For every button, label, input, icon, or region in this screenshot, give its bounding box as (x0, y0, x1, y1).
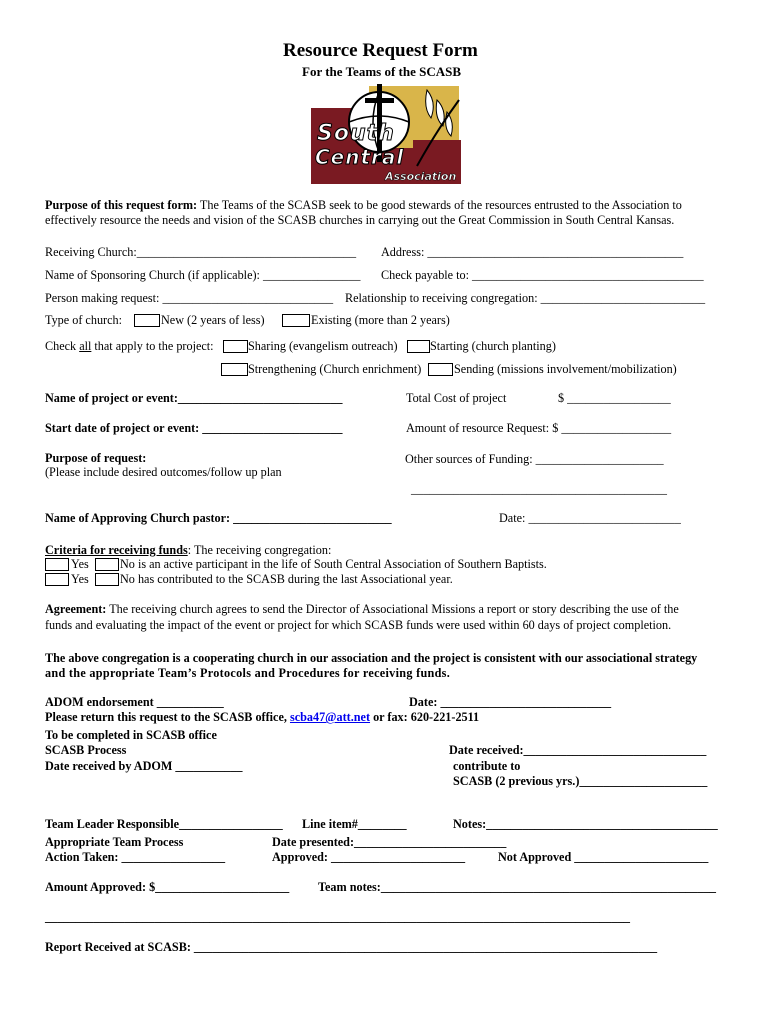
email-link[interactable]: scba47@att.net (289, 710, 371, 724)
purpose-request-label: Purpose of request: (45, 451, 147, 465)
scasb-previous-field[interactable]: SCASB (2 previous yrs.)_____________________ (453, 774, 708, 788)
church-type-label: Type of church: (45, 313, 122, 327)
strengthening-label: Strengthening (Church enrichment) (248, 362, 422, 376)
purpose-label: Purpose of this request form: (45, 198, 198, 212)
receiving-church-field[interactable]: Receiving Church:____________________________________ (45, 245, 357, 259)
page-subtitle: For the Teams of the SCASB (302, 64, 462, 79)
address-field[interactable]: Address: __________________________________________ (381, 245, 684, 259)
purpose-line-1 (45, 198, 682, 213)
church-type-existing-label: Existing (more than 2 years) (311, 313, 450, 327)
criteria1-yes-checkbox[interactable] (45, 558, 69, 571)
purpose-request-note: (Please include desired outcomes/follow up plan (45, 465, 282, 479)
relationship-field[interactable]: Relationship to receiving congregation: ___________________________ (345, 291, 706, 305)
sending-checkbox[interactable] (428, 363, 453, 376)
action-taken-field[interactable]: Action Taken: _________________ (45, 850, 226, 864)
amount-approved-field[interactable]: Amount Approved: $______________________ (45, 880, 290, 894)
total-cost-label: Total Cost of project (406, 391, 507, 405)
criteria2-yes-checkbox[interactable] (45, 573, 69, 586)
adom-date-field[interactable]: Date: ____________________________ (409, 695, 612, 709)
line-item-field[interactable]: Line item#________ (302, 817, 407, 831)
not-approved-field[interactable]: Not Approved ______________________ (498, 850, 709, 864)
logo-text-association: Association (385, 170, 457, 183)
adom-endorsement-field[interactable]: ADOM endorsement ___________ (45, 695, 224, 709)
approved-field[interactable]: Approved: ______________________ (272, 850, 466, 864)
starting-checkbox[interactable] (407, 340, 430, 353)
church-type-new-label: New (2 years of less) (161, 313, 265, 327)
project-name-field[interactable]: Name of project or event:___________________________ (45, 391, 343, 405)
return-instructions (45, 710, 479, 725)
project-type-label-all: all (79, 339, 92, 353)
start-date-field[interactable]: Start date of project or event: _______________________ (45, 421, 343, 435)
other-sources-field[interactable]: Other sources of Funding: _____________________ (405, 452, 664, 466)
sharing-checkbox[interactable] (223, 340, 248, 353)
return-post: or fax: 620-221-2511 (370, 710, 480, 724)
criteria1-no-checkbox[interactable] (95, 558, 119, 571)
team-process-label: Appropriate Team Process (45, 835, 184, 849)
date-received-field[interactable]: Date received:______________________________ (449, 743, 707, 757)
sending-label: Sending (missions involvement/mobilization) (454, 362, 677, 376)
approving-date-field[interactable]: Date: _________________________ (499, 511, 681, 525)
office-use-heading: To be completed in SCASB office (45, 728, 217, 742)
project-type-label-pre: Check (45, 339, 80, 353)
criteria-text: : The receiving congregation: (187, 543, 332, 557)
team-notes-field[interactable]: Team notes:_______________________________________________________ (318, 880, 717, 894)
other-sources-line[interactable]: __________________________________________ (411, 482, 667, 496)
statement-line-1: The above congregation is a cooperating church in our association and the project is consistent with our associational strategy (45, 651, 698, 665)
logo-text-south: South (317, 121, 395, 146)
purpose-text-1: The Teams of the SCASB seek to be good stewards of the resources entrusted to the Association to (197, 198, 682, 212)
scasb-process-label: SCASB Process (45, 743, 127, 757)
report-received-field[interactable]: Report Received at SCASB: ____________________________________________________________________________ (45, 940, 658, 954)
sponsoring-church-field[interactable]: Name of Sponsoring Church (if applicable): ________________ (45, 268, 361, 282)
notes-full-line[interactable]: ________________________________________________________________________________________________ (45, 910, 630, 924)
project-type-label-post: that apply to the project: (91, 339, 214, 353)
agreement-line-2: funds and evaluating the impact of the event or project for which SCASB funds were used within 60 days of project completion. (45, 618, 672, 632)
project-type-label (45, 339, 214, 354)
purpose-line-2: effectively resource the needs and vision of the SCASB churches in carrying out the Great Commission in South Central Kansas. (45, 213, 675, 227)
scasb-logo (309, 80, 465, 186)
sharing-label: Sharing (evangelism outreach) (248, 339, 398, 353)
total-cost-field[interactable]: $ _________________ (558, 391, 671, 405)
page-title: Resource Request Form (283, 40, 478, 61)
criteria-heading (45, 543, 331, 558)
contribute-to-label: contribute to (453, 759, 521, 773)
notes-field[interactable]: Notes:______________________________________ (453, 817, 718, 831)
approving-pastor-field[interactable]: Name of Approving Church pastor: __________________________ (45, 511, 392, 525)
criteria1-no-label: No is an active participant in the life of South Central Association of Southern Baptists. (120, 557, 547, 571)
return-pre: Please return this request to the SCASB office, (45, 710, 290, 724)
agreement-text-1: The receiving church agrees to send the Director of Associational Missions a report or story describing the use of the (106, 602, 679, 616)
criteria1-yes-label: Yes (71, 557, 89, 571)
statement-line-2: and the appropriate Team’s Protocols and Procedures for receiving funds. (45, 666, 451, 680)
agreement-line-1 (45, 602, 679, 617)
agreement-label: Agreement: (45, 602, 107, 616)
strengthening-checkbox[interactable] (221, 363, 248, 376)
amount-request-field[interactable]: Amount of resource Request: $ __________________ (406, 421, 672, 435)
starting-label: Starting (church planting) (430, 339, 556, 353)
criteria2-no-checkbox[interactable] (95, 573, 119, 586)
church-type-existing-checkbox[interactable] (282, 314, 310, 327)
church-type-new-checkbox[interactable] (134, 314, 160, 327)
check-payable-field[interactable]: Check payable to: ______________________________________ (381, 268, 704, 282)
team-leader-field[interactable]: Team Leader Responsible_________________ (45, 817, 283, 831)
criteria2-yes-label: Yes (71, 572, 89, 586)
criteria2-no-label: No has contributed to the SCASB during the last Associational year. (120, 572, 453, 586)
date-presented-field[interactable]: Date presented:_________________________ (272, 835, 507, 849)
date-received-adom-field[interactable]: Date received by ADOM ___________ (45, 759, 243, 773)
criteria-label: Criteria for receiving funds (45, 543, 188, 557)
person-request-field[interactable]: Person making request: ____________________________ (45, 291, 334, 305)
logo-text-central: Central (315, 145, 405, 169)
